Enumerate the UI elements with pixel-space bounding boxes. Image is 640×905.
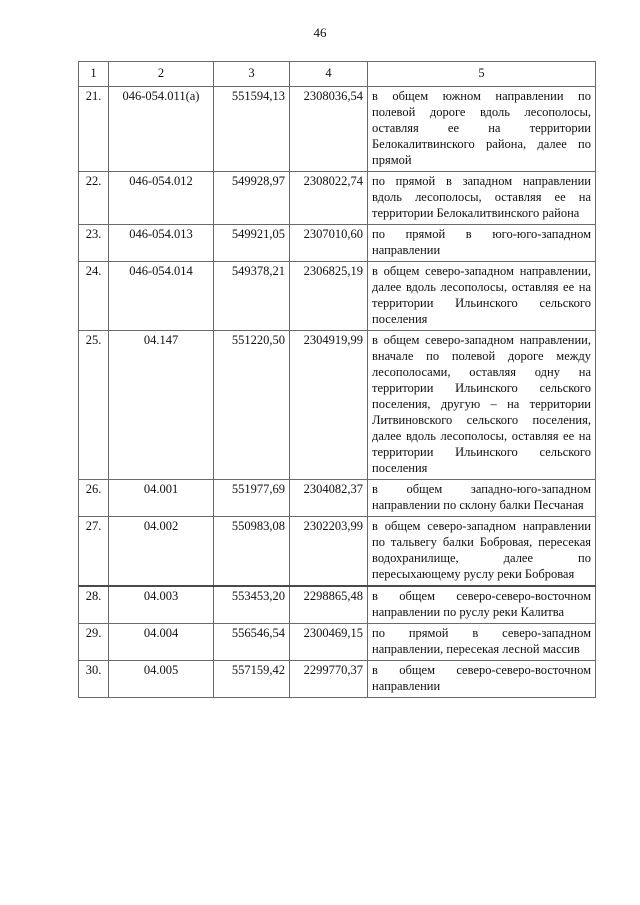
boundary-description: в общем северо-северо-восточном направлении по руслу реки Калитва bbox=[368, 586, 596, 624]
boundary-description: в общем северо-западном направлении, вначале по полевой дороге между лесополосами, оставляя одну на территории Ильинского сельского поселения, другую – на территории Литвиновского сельского поселения, далее вдоль лесополосы, оставляя ее на территории Ильинского сельского поселения bbox=[368, 331, 596, 480]
point-code: 046-054.013 bbox=[109, 225, 214, 262]
point-code: 04.147 bbox=[109, 331, 214, 480]
header-col-4: 4 bbox=[290, 62, 368, 87]
row-number: 30. bbox=[79, 661, 109, 698]
coord-x: 553453,20 bbox=[214, 586, 290, 624]
header-col-1: 1 bbox=[79, 62, 109, 87]
row-number: 23. bbox=[79, 225, 109, 262]
point-code: 046-054.014 bbox=[109, 262, 214, 331]
point-code: 046-054.012 bbox=[109, 172, 214, 225]
coord-y: 2300469,15 bbox=[290, 624, 368, 661]
header-col-5: 5 bbox=[368, 62, 596, 87]
point-code: 04.001 bbox=[109, 480, 214, 517]
row-number: 24. bbox=[79, 262, 109, 331]
row-number: 28. bbox=[79, 586, 109, 624]
table-row bbox=[79, 225, 596, 262]
boundary-description: по прямой в западном направлении вдоль лесополосы, оставляя ее на территории Белокалитвинского района bbox=[368, 172, 596, 225]
point-code: 04.004 bbox=[109, 624, 214, 661]
coord-y: 2304082,37 bbox=[290, 480, 368, 517]
row-number: 22. bbox=[79, 172, 109, 225]
table-row bbox=[79, 586, 596, 624]
boundary-description: в общем западно-юго-западном направлении по склону балки Песчаная bbox=[368, 480, 596, 517]
coord-x: 549921,05 bbox=[214, 225, 290, 262]
table-row bbox=[79, 87, 596, 172]
table-row bbox=[79, 661, 596, 698]
boundary-description: по прямой в северо-западном направлении, пересекая лесной массив bbox=[368, 624, 596, 661]
row-number: 21. bbox=[79, 87, 109, 172]
header-col-3: 3 bbox=[214, 62, 290, 87]
table-row bbox=[79, 517, 596, 587]
row-number: 25. bbox=[79, 331, 109, 480]
row-number: 27. bbox=[79, 517, 109, 587]
coord-y: 2307010,60 bbox=[290, 225, 368, 262]
coord-x: 549928,97 bbox=[214, 172, 290, 225]
table-row bbox=[79, 262, 596, 331]
table-row bbox=[79, 624, 596, 661]
coord-y: 2298865,48 bbox=[290, 586, 368, 624]
boundary-description: в общем северо-северо-восточном направлении bbox=[368, 661, 596, 698]
coord-x: 551220,50 bbox=[214, 331, 290, 480]
point-code: 04.002 bbox=[109, 517, 214, 587]
boundary-description: в общем северо-западном направлении по тальвегу балки Бобровая, пересекая водохранилище, далее по пересыхающему руслу реки Бобровая bbox=[368, 517, 596, 587]
coord-y: 2306825,19 bbox=[290, 262, 368, 331]
point-code: 04.003 bbox=[109, 586, 214, 624]
boundary-description: в общем южном направлении по полевой дороге вдоль лесополосы, оставляя ее на территории Белокалитвинского района, далее по прямой bbox=[368, 87, 596, 172]
row-number: 26. bbox=[79, 480, 109, 517]
table-row bbox=[79, 172, 596, 225]
coord-x: 549378,21 bbox=[214, 262, 290, 331]
coord-x: 556546,54 bbox=[214, 624, 290, 661]
table-row bbox=[79, 480, 596, 517]
table-row bbox=[79, 331, 596, 480]
coord-y: 2304919,99 bbox=[290, 331, 368, 480]
coord-x: 550983,08 bbox=[214, 517, 290, 587]
coord-y: 2302203,99 bbox=[290, 517, 368, 587]
header-col-2: 2 bbox=[109, 62, 214, 87]
page-number: 46 bbox=[313, 25, 327, 40]
boundary-table bbox=[78, 61, 596, 698]
point-code: 046-054.011(а) bbox=[109, 87, 214, 172]
table-header-row bbox=[79, 62, 596, 87]
coord-y: 2308036,54 bbox=[290, 87, 368, 172]
coord-y: 2299770,37 bbox=[290, 661, 368, 698]
coord-x: 551594,13 bbox=[214, 87, 290, 172]
boundary-description: по прямой в юго-юго-западном направлении bbox=[368, 225, 596, 262]
coord-x: 557159,42 bbox=[214, 661, 290, 698]
point-code: 04.005 bbox=[109, 661, 214, 698]
coord-x: 551977,69 bbox=[214, 480, 290, 517]
boundary-description: в общем северо-западном направлении, далее вдоль лесополосы, оставляя ее на территории Ильинского сельского поселения bbox=[368, 262, 596, 331]
coord-y: 2308022,74 bbox=[290, 172, 368, 225]
row-number: 29. bbox=[79, 624, 109, 661]
